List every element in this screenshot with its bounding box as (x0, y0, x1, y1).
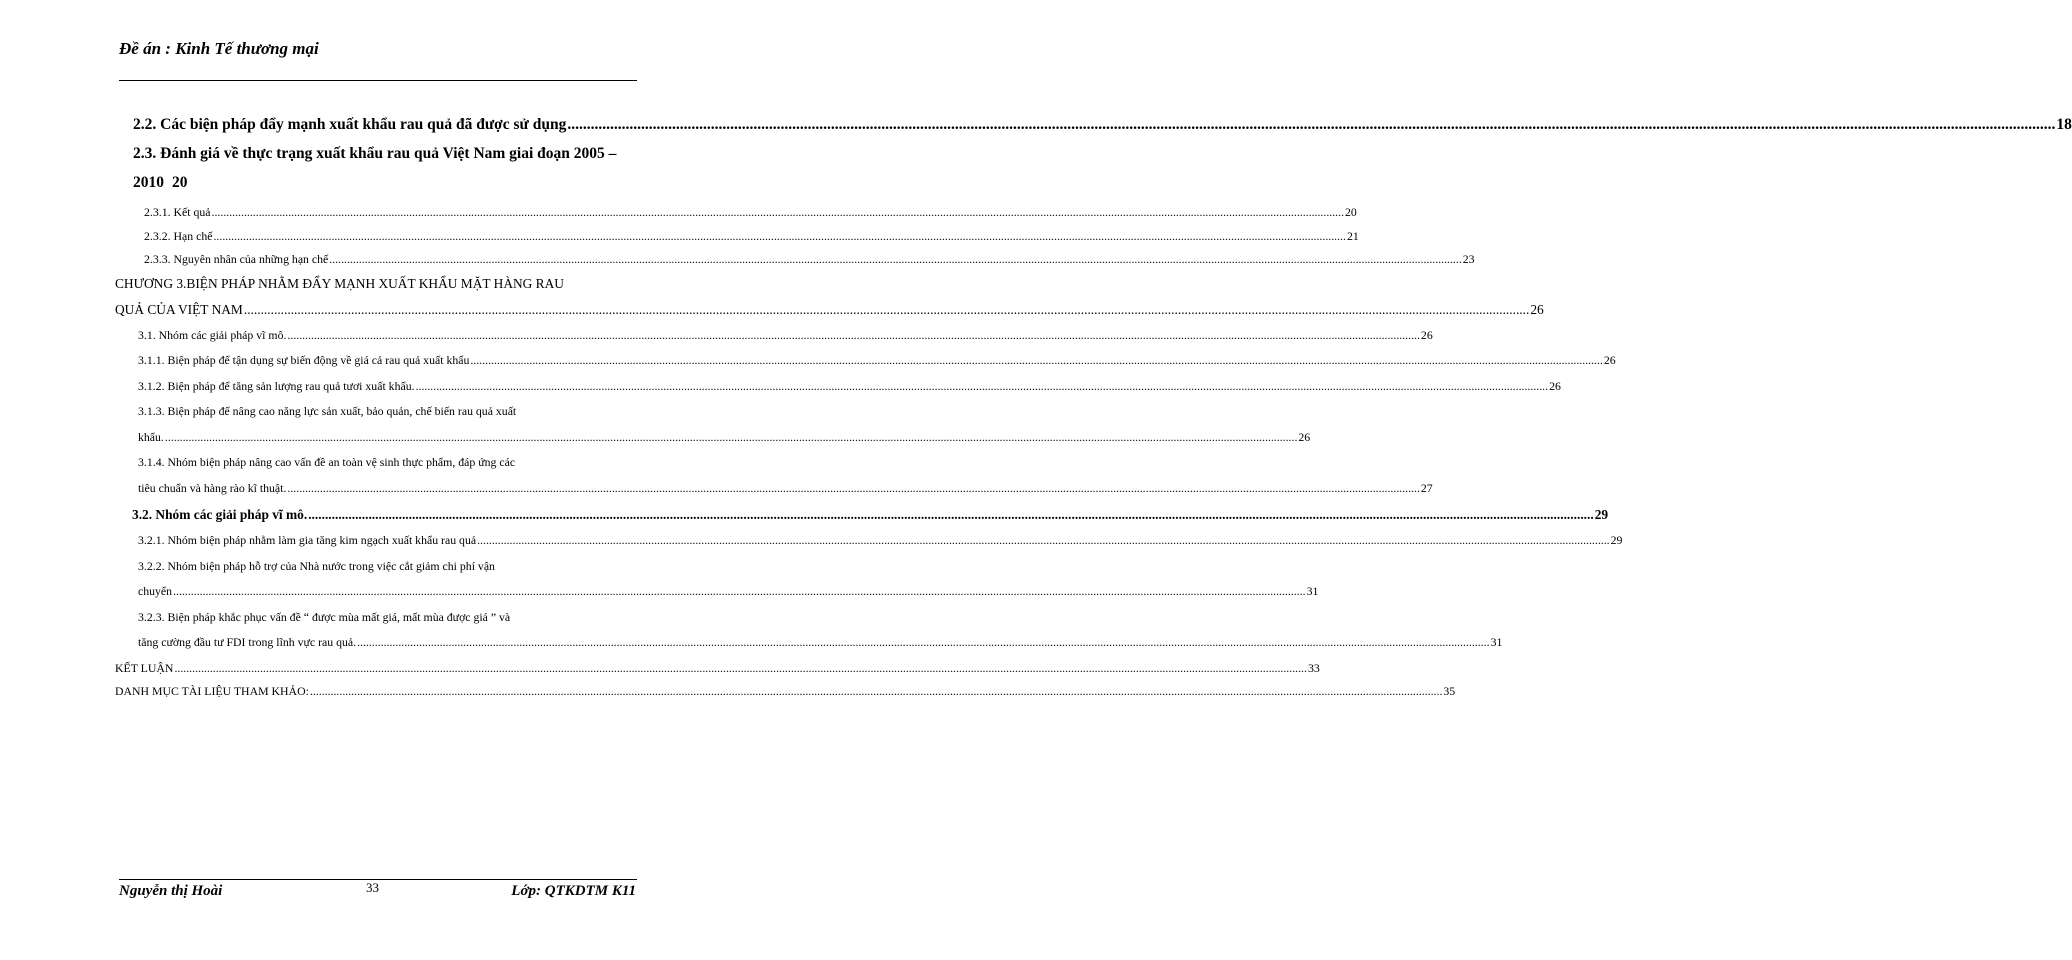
toc-page-number: 29 (1594, 507, 1609, 522)
toc-entry-ket-luan[interactable] (115, 657, 1320, 681)
table-of-contents (115, 112, 2072, 704)
footer-class-label: Lớp: QTKDTM K11 (511, 883, 636, 899)
toc-entry-text: 3.1. Nhóm các giải pháp vĩ mô. (138, 327, 287, 342)
toc-entry-2-3-1[interactable] (115, 201, 1357, 225)
toc-entry-text: 2.2. Các biện pháp đẩy mạnh xuất khẩu rau quả đã được sử dụng (133, 116, 567, 133)
toc-entry-3-2-3[interactable] (115, 606, 1503, 655)
toc-page-number: 29 (1610, 533, 1623, 547)
toc-entry-3-2-2[interactable] (115, 555, 1319, 604)
toc-entry-3-2-1[interactable] (115, 529, 1623, 553)
toc-page-number: 23 (1462, 252, 1475, 266)
toc-page-number: 31 (1306, 584, 1319, 598)
toc-entry-text: KẾT LUẬN (115, 660, 174, 675)
toc-entry-references[interactable] (115, 680, 1456, 704)
toc-leader-dots (357, 631, 1490, 655)
toc-leader-dots (174, 657, 1307, 681)
toc-page-number: 35 (1443, 684, 1456, 698)
page-header-title: Đề án : Kinh Tế thương mại (119, 39, 319, 58)
toc-entry-text: 3.2. Nhóm các giải pháp vĩ mô. (132, 507, 308, 522)
header-divider (119, 80, 637, 81)
toc-entry-text: 2.3.2. Hạn chế (144, 228, 213, 243)
toc-page-number: 26 (1298, 429, 1311, 444)
toc-leader-dots (329, 248, 1462, 272)
toc-entry-text-line1: 2.3. Đánh giá về thực trạng xuất khẩu rau quả Việt Nam giai đoạn 2005 – (133, 145, 617, 162)
toc-entry-3-1-4[interactable] (115, 451, 1433, 500)
toc-leader-dots (477, 529, 1610, 553)
toc-leader-dots (287, 324, 1420, 348)
toc-leader-dots (308, 502, 1594, 527)
toc-entry-text: 3.2.1. Nhóm biện pháp nhằm làm gia tăng kim ngạch xuất khẩu rau quả (138, 533, 477, 547)
toc-entry-3-1-1[interactable] (115, 349, 1616, 373)
toc-entry-3-2[interactable] (115, 502, 1609, 527)
toc-leader-dots (165, 426, 1298, 450)
toc-entry-2-3-2[interactable] (115, 225, 1359, 249)
toc-page-number: 18 (2056, 116, 2072, 133)
toc-entry-3-1-2[interactable] (115, 375, 1561, 399)
toc-entry-2-3-3[interactable] (115, 248, 1475, 272)
toc-page-number: 21 (1346, 228, 1359, 243)
toc-leader-dots (212, 201, 1345, 225)
footer-page-number: 33 (366, 880, 379, 895)
toc-leader-dots (470, 349, 1603, 373)
toc-entry-text: 3.1.2. Biện pháp để tăng sản lượng rau quả tươi xuất khẩu. (138, 378, 415, 393)
toc-entry-text-line2: tiêu chuẩn và hàng rào kĩ thuật. (138, 480, 287, 495)
toc-page-number: 26 (1530, 302, 1544, 317)
toc-entry-chapter-3[interactable] (115, 272, 1544, 322)
toc-entry-text: 2.3.3. Nguyên nhân của những hạn chế (144, 252, 329, 266)
toc-entry-3-1-3[interactable] (115, 400, 1311, 449)
toc-entry-text-line1: CHƯƠNG 3.BIỆN PHÁP NHẰM ĐẨY MẠNH XUẤT KHẨU MẶT HÀNG RAU (115, 275, 564, 291)
toc-entry-text: 2.3.1. Kết quả (144, 205, 211, 219)
toc-leader-dots (567, 112, 2055, 137)
toc-page-number: 27 (1420, 480, 1433, 495)
toc-leader-dots (173, 580, 1306, 604)
toc-leader-dots (287, 477, 1420, 501)
toc-entry-text-line2: khẩu. (138, 429, 164, 444)
toc-leader-dots (213, 225, 1346, 249)
footer-author: Nguyễn thị Hoài (119, 883, 223, 899)
toc-entry-text-line1: 3.2.2. Nhóm biện pháp hỗ trợ của Nhà nước trong việc cắt giảm chi phí vận (138, 558, 495, 573)
toc-entry-text: DANH MỤC TÀI LIỆU THAM KHẢO: (115, 684, 309, 698)
toc-entry-3-1[interactable] (115, 324, 1433, 348)
toc-entry-2-2[interactable] (115, 112, 2072, 137)
toc-entry-text-line2: 2010 (133, 174, 164, 191)
toc-page-number: 26 (1549, 378, 1561, 393)
toc-leader-dots (244, 298, 1530, 322)
toc-entry-text: 3.1.1. Biện pháp để tận dụng sự biến động về giá cả rau quả xuất khẩu (138, 353, 470, 367)
toc-leader-dots (310, 680, 1443, 704)
toc-page-number: 20 (172, 174, 188, 191)
toc-page-number: 31 (1490, 635, 1503, 649)
toc-page-number: 26 (1420, 327, 1433, 342)
toc-page-number: 26 (1603, 353, 1616, 367)
toc-entry-text-line2: tăng cường đầu tư FDI trong lĩnh vực rau quả. (138, 635, 357, 649)
toc-leader-dots (416, 375, 1549, 399)
toc-entry-text-line1: 3.1.3. Biện pháp để nâng cao năng lực sản xuất, bảo quản, chế biến rau quả xuất (138, 404, 517, 418)
toc-page-number: 20 (1345, 205, 1357, 219)
toc-page-number: 33 (1307, 660, 1320, 675)
toc-entry-2-3[interactable] (115, 141, 635, 195)
toc-entry-text-line2: QUẢ CỦA VIỆT NAM (115, 302, 243, 317)
toc-entry-text-line1: 3.1.4. Nhóm biện pháp nâng cao vấn đề an toàn vệ sinh thực phẩm, đáp ứng các (138, 455, 516, 469)
toc-entry-text-line1: 3.2.3. Biện pháp khắc phục vấn đề “ được mùa mất giá, mất mùa được giá ” và (138, 609, 511, 624)
toc-entry-text-line2: chuyển (138, 584, 173, 598)
